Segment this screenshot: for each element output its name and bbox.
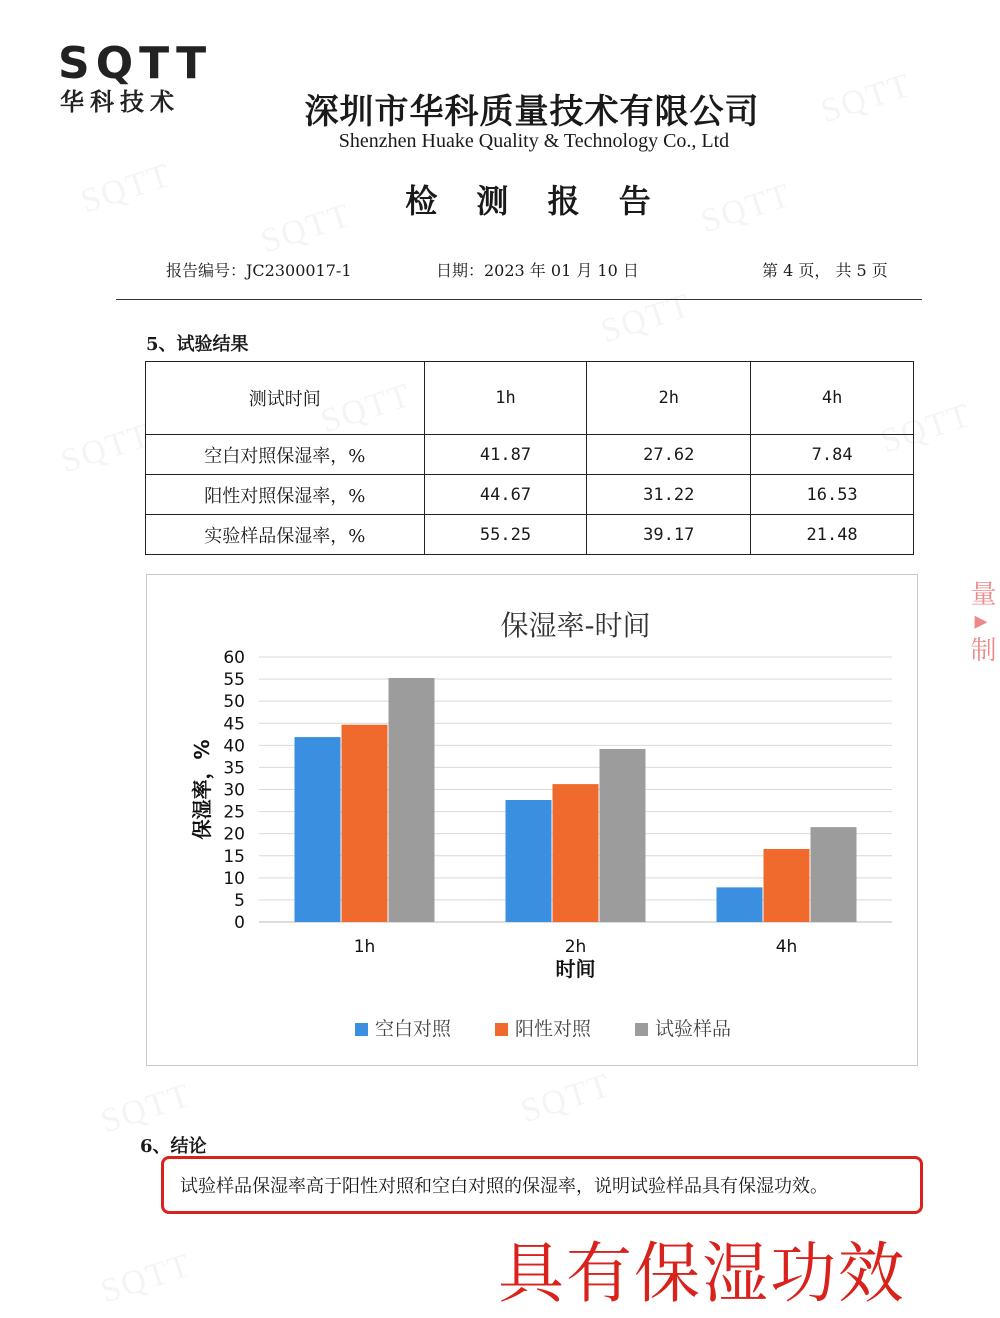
table-cell: 27.62 [587,435,751,475]
y-axis-label: 保湿率，% [190,739,214,840]
highlight-annotation: 具有保湿功效 [498,1235,906,1312]
legend-swatch [635,1023,648,1036]
chart-container [146,574,918,1066]
table-cell: 7.84 [751,435,914,475]
table-row [146,435,914,475]
y-tick-label: 0 [234,913,245,933]
table-header-cell: 1h [424,362,587,435]
bar-试验样品 [389,678,435,922]
page-indicator: 第 4 页， 共 5 页 [762,261,888,280]
y-tick-label: 10 [223,868,245,889]
y-tick-label: 15 [223,846,245,867]
table-header-cell: 4h [751,362,914,435]
table-row [146,475,914,515]
report-date: 日期：2023 年 01 月 10 日 [436,261,639,280]
chart-title: 保湿率-时间 [500,609,651,642]
bar-空白对照 [506,800,552,922]
bar-chart [147,575,917,1065]
legend-swatch [495,1023,508,1036]
x-tick-label: 4h [775,937,798,957]
y-tick-label: 45 [223,714,245,735]
legend-label: 试验样品 [655,1018,732,1040]
company-name-cn: 深圳市华科质量技术有限公司 [304,92,760,132]
y-tick-label: 40 [223,736,245,757]
row-label: 阳性对照保湿率，% [146,475,425,515]
section-heading-results: 5、试验结果 [146,334,249,355]
row-label: 空白对照保湿率，% [146,435,425,475]
y-tick-label: 60 [223,648,245,668]
y-tick-label: 20 [223,824,245,845]
bar-阳性对照 [342,725,388,922]
legend-label: 空白对照 [375,1018,452,1040]
table-header-cell: 2h [587,362,751,435]
company-logo: SQTT [58,38,213,89]
table-header-cell: 测试时间 [146,362,425,435]
stamp-fragment: 量▸制 [966,580,996,662]
watermark [516,1067,616,1132]
report-number: 报告编号：JC2300017-1 [166,261,352,280]
y-tick-label: 55 [223,670,245,691]
legend-swatch [355,1023,368,1036]
bar-试验样品 [600,749,646,922]
x-tick-label: 2h [564,937,587,957]
watermark [96,1247,196,1312]
conclusion-text: 试验样品保湿率高于阳性对照和空白对照的保湿率，说明试验样品具有保湿功效。 [180,1176,828,1197]
section-heading-conclusion: 6、结论 [140,1136,207,1157]
x-axis-label: 时间 [555,957,596,981]
y-tick-label: 50 [223,692,245,713]
watermark [56,417,156,482]
company-name-en: Shenzhen Huake Quality & Technology Co., Ltd [338,130,730,152]
table-cell: 21.48 [751,515,914,555]
legend-label: 阳性对照 [515,1018,592,1040]
table-cell: 16.53 [751,475,914,515]
company-logo-subtitle: 华科技术 [60,88,180,116]
results-table [145,361,914,555]
bar-空白对照 [717,887,763,922]
table-cell: 44.67 [424,475,587,515]
table-row [146,515,914,555]
header-divider [116,299,922,300]
y-tick-label: 5 [234,890,245,911]
table-header-row [146,362,914,435]
bar-阳性对照 [764,849,810,922]
x-tick-label: 1h [353,937,376,957]
bar-试验样品 [811,827,857,922]
y-tick-label: 35 [223,758,245,779]
table-cell: 39.17 [587,515,751,555]
table-cell: 55.25 [424,515,587,555]
y-tick-label: 25 [223,802,245,823]
table-cell: 41.87 [424,435,587,475]
table-cell: 31.22 [587,475,751,515]
y-tick-label: 30 [223,780,245,801]
bar-阳性对照 [553,784,599,922]
row-label: 实验样品保湿率，% [146,515,425,555]
watermark [596,287,696,352]
bar-空白对照 [295,737,341,922]
report-title: 检 测 报 告 [405,182,665,220]
